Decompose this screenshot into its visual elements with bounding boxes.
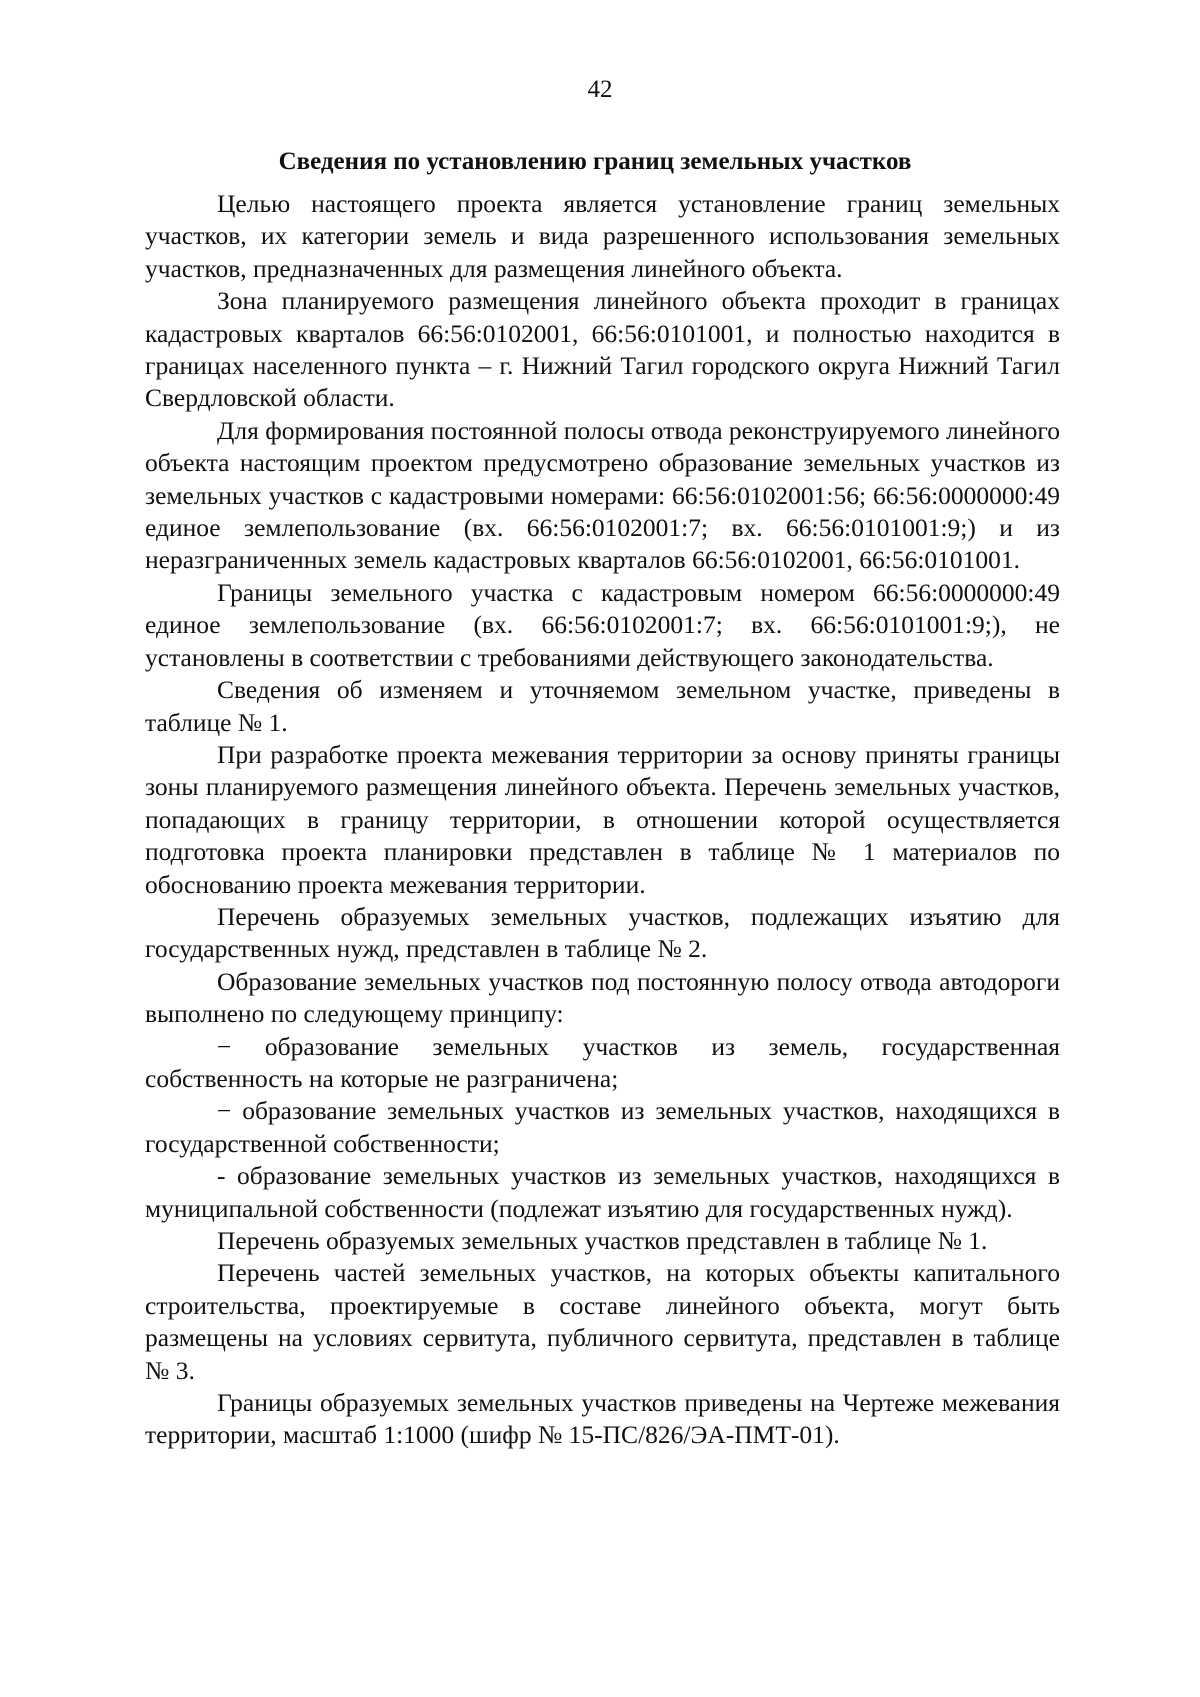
list-item-unallocated-land: − образование земельных участков из земель, государственная собственность на которые не разграничена; — [145, 1031, 1060, 1093]
paragraph-formation-source: Для формирования постоянной полосы отвода реконструируемого линейного объекта настоящим проектом предусмотрено образование земельных участков из земельных участков с кадастровыми номерами: 66:56:0102001:56; 66:56:0000000:49 единое землепользование (вх. 66:56:0102001:7; вх. 66:56:0101001:9;) и из неразграниченных земель кадастровых кварталов 66:56:0102001, 66:56:0101001. — [145, 415, 1060, 575]
paragraph-formed-plots-list: Перечень образуемых земельных участков представлен в таблице № 1. — [217, 1226, 988, 1255]
list-item-municipal-property: - образование земельных участков из земельных участков, находящихся в муниципальной собственности (подлежат изъятию для государственных нужд). — [145, 1161, 1060, 1223]
section-title: Сведения по установлению границ земельных участков — [278, 148, 912, 175]
paragraph-zone-location: Зона планируемого размещения линейного объекта проходит в границах кадастровых кварталов 66:56:0102001, 66:56:0101001, и полностью находится в границах населенного пункта – г. Нижний Тагил городского округа Нижний Тагил Свердловской области. — [145, 286, 1060, 413]
document-body — [145, 188, 1060, 1452]
paragraph-formation-principle: Образование земельных участков под постоянную полосу отвода автодороги выполнено по следующему принципу: — [145, 966, 1060, 1029]
paragraph-table-1-reference: Сведения об изменяем и уточняемом земельном участке, приведены в таблице № 1. — [145, 675, 1060, 737]
paragraph-purpose: Целью настоящего проекта является установление границ земельных участков, их категории земель и вида разрешенного использования земельных участков, предназначенных для размещения линейного объекта. — [145, 189, 1060, 283]
page-number: 42 — [587, 76, 613, 103]
paragraph-unestablished-boundaries: Границы земельного участка с кадастровым номером 66:56:0000000:49 единое землепользование (вх. 66:56:0102001:7; вх. 66:56:0101001:9;), не установлены в соответствии с требованиями действующего законодательства. — [145, 577, 1060, 672]
paragraph-territory-basis: При разработке проекта межевания территории за основу приняты границы зоны планируемого размещения линейного объекта. Перечень земельных участков, попадающих в границу территории, в отношении которой осуществляется подготовка проекта планировки представлен в таблице № 1 материалов по обоснованию проекта межевания территории. — [145, 739, 1060, 899]
paragraph-drawing-reference: Границы образуемых земельных участков приведены на Чертеже межевания территории, масштаб 1:1000 (шифр № 15-ПС/826/ЭА-ПМТ-01). — [145, 1388, 1060, 1450]
list-item-state-property: − образование земельных участков из земельных участков, находящихся в государственной собственности; — [145, 1096, 1060, 1158]
paragraph-seizure-list: Перечень образуемых земельных участков, подлежащих изъятию для государственных нужд, представлен в таблице № 2. — [145, 901, 1060, 964]
paragraph-servitude-parts: Перечень частей земельных участков, на которых объекты капитального строительства, проектируемые в составе линейного объекта, могут быть размещены на условиях сервитута, публичного сервитута, представлен в таблице № 3. — [145, 1258, 1060, 1385]
